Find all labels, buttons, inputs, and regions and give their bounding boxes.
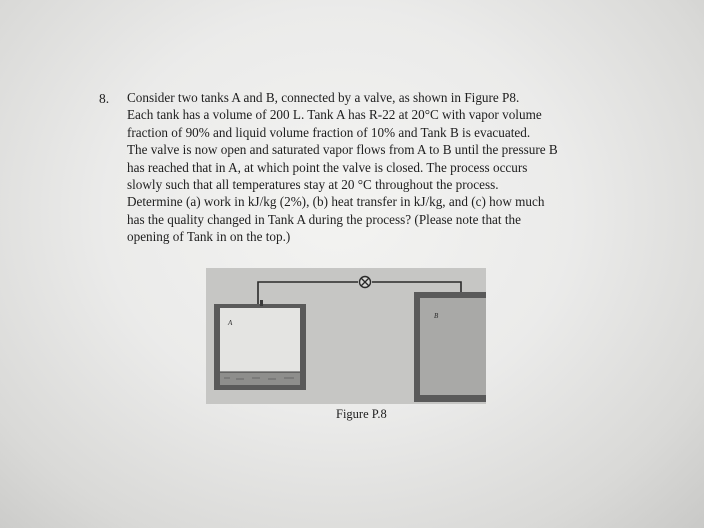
problem-line: Consider two tanks A and B, connected by a valve, as shown in Figure P8. — [127, 90, 520, 105]
tank-b-interior — [420, 298, 486, 395]
problem-line: The valve is now open and saturated vapor flows from A to B until the pressure B — [127, 142, 558, 158]
problem-line: opening of Tank in on the top.) — [127, 229, 291, 245]
problem-line: Each tank has a volume of 200 L. Tank A has R-22 at 20°C with vapor volume — [127, 107, 542, 123]
valve-icon — [360, 277, 371, 288]
problem-line: has reached that in A, at which point the valve is closed. The process occurs — [127, 159, 528, 175]
problem-line: Determine (a) work in kJ/kg (2%), (b) heat transfer in kJ/kg, and (c) how much — [127, 194, 545, 210]
problem-statement — [127, 89, 637, 246]
tank-a-label: A — [228, 319, 233, 327]
problem-line: slowly such that all temperatures stay at 20 °C throughout the process. — [127, 177, 499, 193]
tank-b-label: B — [434, 312, 439, 320]
figure-p8 — [206, 268, 486, 404]
problem-line: fraction of 90% and liquid volume fraction of 10% and Tank B is evacuated. — [127, 124, 531, 140]
problem-number: 8. — [99, 91, 110, 106]
tank-a-nozzle — [260, 300, 263, 306]
tank-a — [214, 300, 306, 390]
figure-caption: Figure P.8 — [336, 407, 387, 421]
tank-a-liquid — [220, 372, 300, 385]
tank-b — [414, 292, 486, 402]
problem-line: has the quality changed in Tank A during the process? (Please note that the — [127, 211, 521, 227]
tank-diagram — [206, 268, 486, 404]
